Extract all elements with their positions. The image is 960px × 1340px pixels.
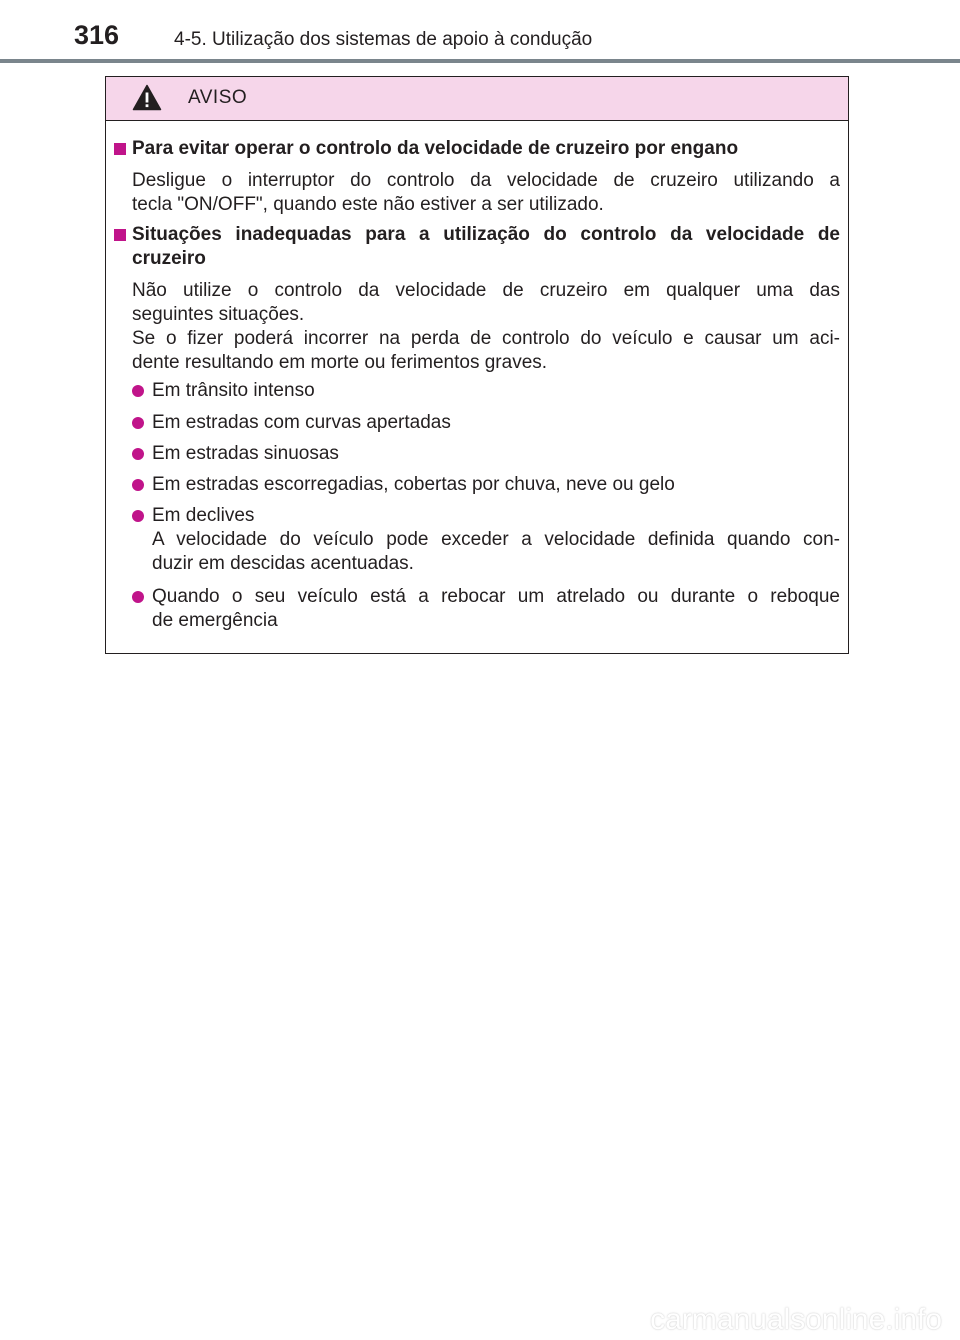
list-item: Quando o seu veículo está a rebocar um atrelado ou durante o reboque de emergência	[132, 585, 840, 633]
watermark: carmanualsonline.info	[650, 1303, 942, 1336]
list-item: Em trânsito intenso	[132, 379, 840, 403]
warning-box	[105, 76, 849, 654]
list-item: Em estradas sinuosas	[132, 442, 840, 466]
section-paragraph-inadequate-situations: Não utilize o controlo da velocidade de cruzeiro em qualquer uma das seguintes situações. Se o fizer poderá incorrer na perda de controlo do veículo e causar um aci- dente resultando em morte ou ferimentos graves.	[132, 280, 840, 373]
round-bullet-icon	[132, 385, 144, 397]
round-bullet-icon	[132, 510, 144, 522]
list-item: Em estradas escorregadias, cobertas por chuva, neve ou gelo	[132, 473, 840, 497]
page-number: 316	[74, 20, 120, 50]
list-item: Em declives A velocidade do veículo pode exceder a velocidade definida quando con- duzir em descidas acentuadas.	[132, 504, 840, 576]
round-bullet-icon	[132, 417, 144, 429]
list-item: Em estradas com curvas apertadas	[132, 411, 840, 435]
round-bullet-icon	[132, 448, 144, 460]
page-header	[0, 0, 960, 64]
section-heading-inadequate-situations: Situações inadequadas para a utilização do controlo da velocidade de cruzeiro	[114, 223, 840, 271]
round-bullet-icon	[132, 591, 144, 603]
square-bullet-icon	[114, 229, 126, 241]
section-paragraph-prevent-accidental-use: Desligue o interruptor do controlo da velocidade de cruzeiro utilizando a tecla "ON/OFF", quando este não estiver a ser utilizado.	[132, 170, 840, 215]
section-heading-prevent-accidental-use: Para evitar operar o controlo da velocidade de cruzeiro por engano	[114, 137, 840, 161]
header-divider	[0, 59, 960, 63]
round-bullet-icon	[132, 479, 144, 491]
warning-header	[106, 77, 848, 121]
square-bullet-icon	[114, 143, 126, 155]
section-title: 4-5. Utilização dos sistemas de apoio à condução	[174, 29, 593, 50]
warning-triangle-icon	[132, 84, 162, 111]
warning-label: AVISO	[188, 87, 248, 108]
